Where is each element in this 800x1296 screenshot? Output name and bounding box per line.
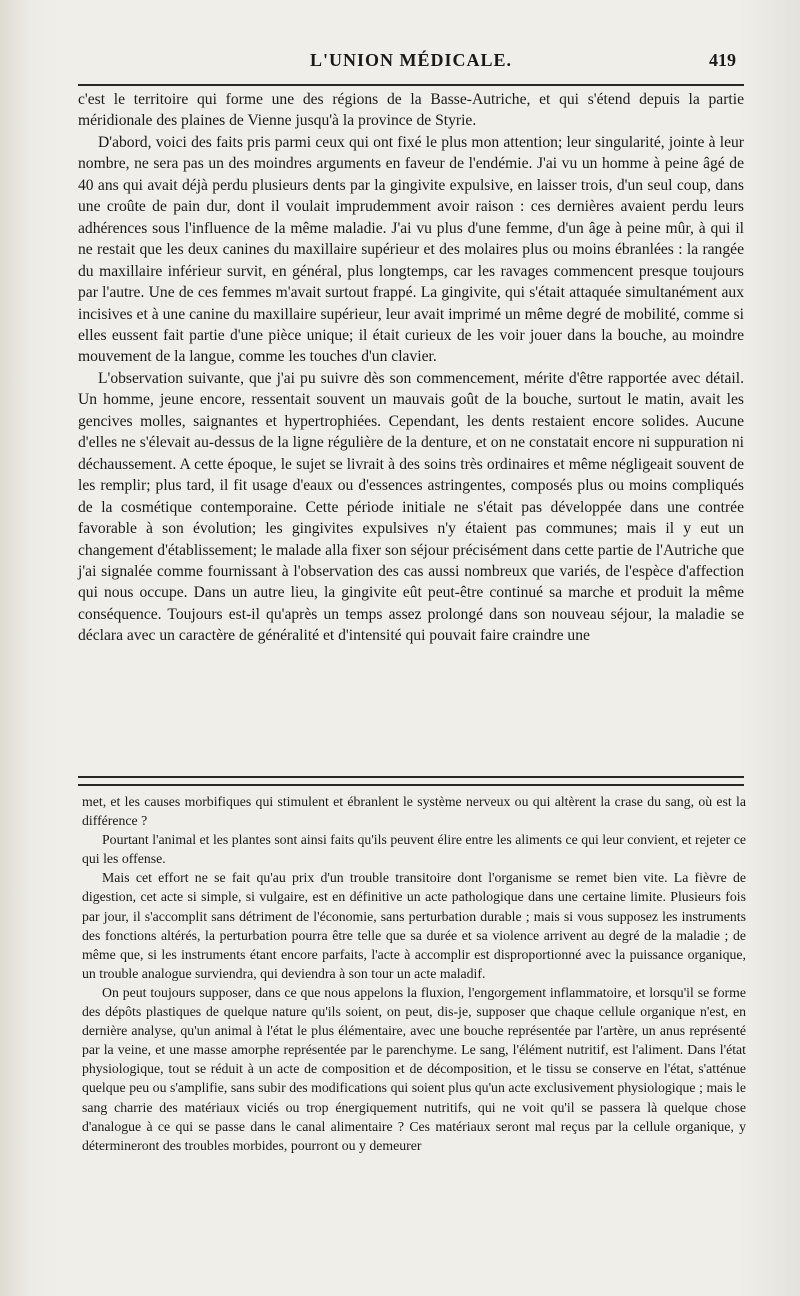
main-paragraph: D'abord, voici des faits pris parmi ceux qui ont fixé le plus mon attention; leur singularité, jointe à leur nombre, ne sera pas un des moindres arguments en faveur de l'endémie. J'ai vu un homme à peine âgé de 40 ans qui avait déjà perdu plusieurs dents par la gingivite expulsive, en laisser trois, d'un seul coup, dans une croûte de pain dur, dont il voulait imprudemment avoir raison : ces dernières avaient perdu leurs adhérences sous l'influence de la même maladie. J'ai vu plus d'une femme, d'un âge à peine mûr, à qui il ne restait que les deux canines du maxillaire supérieur et des molaires plus ou moins ébranlées : la rangée du maxillaire inférieur survit, en général, plus longtemps, car les ravages commencent presque toujours par l'autre. Une de ces femmes m'avait surtout frappé. La gingivite, qui s'était attaquée simultanément aux incisives et à une canine du maxillaire supérieur, leur avait imprimé un même degré de mobilité, comme si elles eussent fait partie d'une pièce unique; il était curieux de les voir jouer dans la bouche, au moindre mouvement de la langue, comme les touches d'un clavier. — [78, 133, 744, 366]
page-number: 419 — [709, 50, 736, 70]
main-paragraph: L'observation suivante, que j'ai pu suivre dès son commencement, mérite d'être rapportée avec détail. Un homme, jeune encore, ressentait souvent un mauvais goût de la bouche, surtout le matin, avait les gencives molles, saignantes et hypertrophiées. Cependant, les dents restaient encore solides. Aucune d'elles ne s'élevait au-dessus de la ligne régulière de la denture, et on ne constatait encore ni suppuration ni déchaussement. A cette époque, le sujet se livrait à des soins très ordinaires et même négligeait souvent de les remplir; plus tard, il fit usage d'eaux ou d'essences astringentes, composés plus ou moins compliqués de la cosmétique contemporaine. Cette période initiale ne s'était pas développée dans une contrée favorable à son évolution; les gingivites expulsives n'y étaient pas communes; mais il y eut un changement d'établissement; le malade alla fixer son séjour précisément dans cette partie de l'Autriche que j'ai signalée comme fournissant à l'observation des cas aussi nombreux que variés, de l'espèce d'affection qui nous occupe. Dans un autre lieu, la gingivite eût peut-être continué sa marche et produit la même conséquence. Toujours est-il qu'après un temps assez prolongé dans son nouveau séjour, la maladie se déclara avec un caractère de généralité et d'intensité qui pouvait faire craindre une — [78, 369, 744, 645]
feuilleton-paragraph: Pourtant l'animal et les plantes sont ainsi faits qu'ils peuvent élire entre les aliments ce qui leur convient, et rejeter ce qui les offense. — [82, 832, 746, 867]
feuilleton-text — [82, 792, 746, 1155]
feuilleton-paragraph: met, et les causes morbifiques qui stimulent et ébranlent le système nerveux ou qui altèrent la crase du sang, où est la différence ? — [82, 794, 746, 829]
feuilleton-paragraph: Mais cet effort ne se fait qu'au prix d'un trouble transitoire dont l'organisme se remet bien vite. La fièvre de digestion, cet acte si simple, si vulgaire, est en définitive un acte pathologique dans une certaine limite. Plusieurs fois par jour, il s'accomplit sans détriment de l'économie, sans perturbation durable ; mais si vous supposez les instruments des fonctions altérés, la perturbation pourra être telle que sa durée et sa violence arrivent au degré de la maladie ; de même que, si les instruments étant encore parfaits, l'acte à accomplir est disproportionné avec la puissance organique, un trouble analogue surviendra, qui deviendra à son tour un acte maladif. — [82, 870, 746, 981]
journal-title: L'UNION MÉDICALE. — [309, 50, 513, 70]
section-double-rule — [78, 776, 744, 786]
header-rule — [78, 84, 744, 86]
page-header — [78, 44, 744, 74]
main-paragraph: c'est le territoire qui forme une des régions de la Basse-Autriche, et qui s'étend depuis la partie méridionale des plaines de Vienne jusqu'à la province de Styrie. — [78, 91, 744, 130]
feuilleton-paragraph: On peut toujours supposer, dans ce que nous appelons la fluxion, l'engorgement inflammatoire, et lorsqu'il se forme des dépôts plastiques de quelque nature qu'ils soient, on peut, dis-je, supposer que chaque cellule organique n'est, en dernière analyse, qu'un animal à l'état le plus élémentaire, avec une bouche représentée par l'artère, un anus représenté par la veine, et une masse amorphe représentée par le parenchyme. Le sang, l'élément nutritif, est l'aliment. Dans l'état physiologique, tout se réduit à un acte de composition et de décomposition, et le tissu se conserve en l'état, s'atténue quelque peu ou s'amplifie, sans subir des modifications qui soient plus qu'un acte exclusivement physiologique ; mais le sang charrie des matériaux viciés ou trop énergiquement nutritifs, qui ne voit qu'il se passera là quelque chose d'analogue à ce qui se passe dans le canal alimentaire ? Ces matériaux seront mal reçus par la cellule organique, y détermineront des troubles morbides, pourront ou y demeurer — [82, 984, 746, 1153]
main-text — [78, 89, 744, 647]
